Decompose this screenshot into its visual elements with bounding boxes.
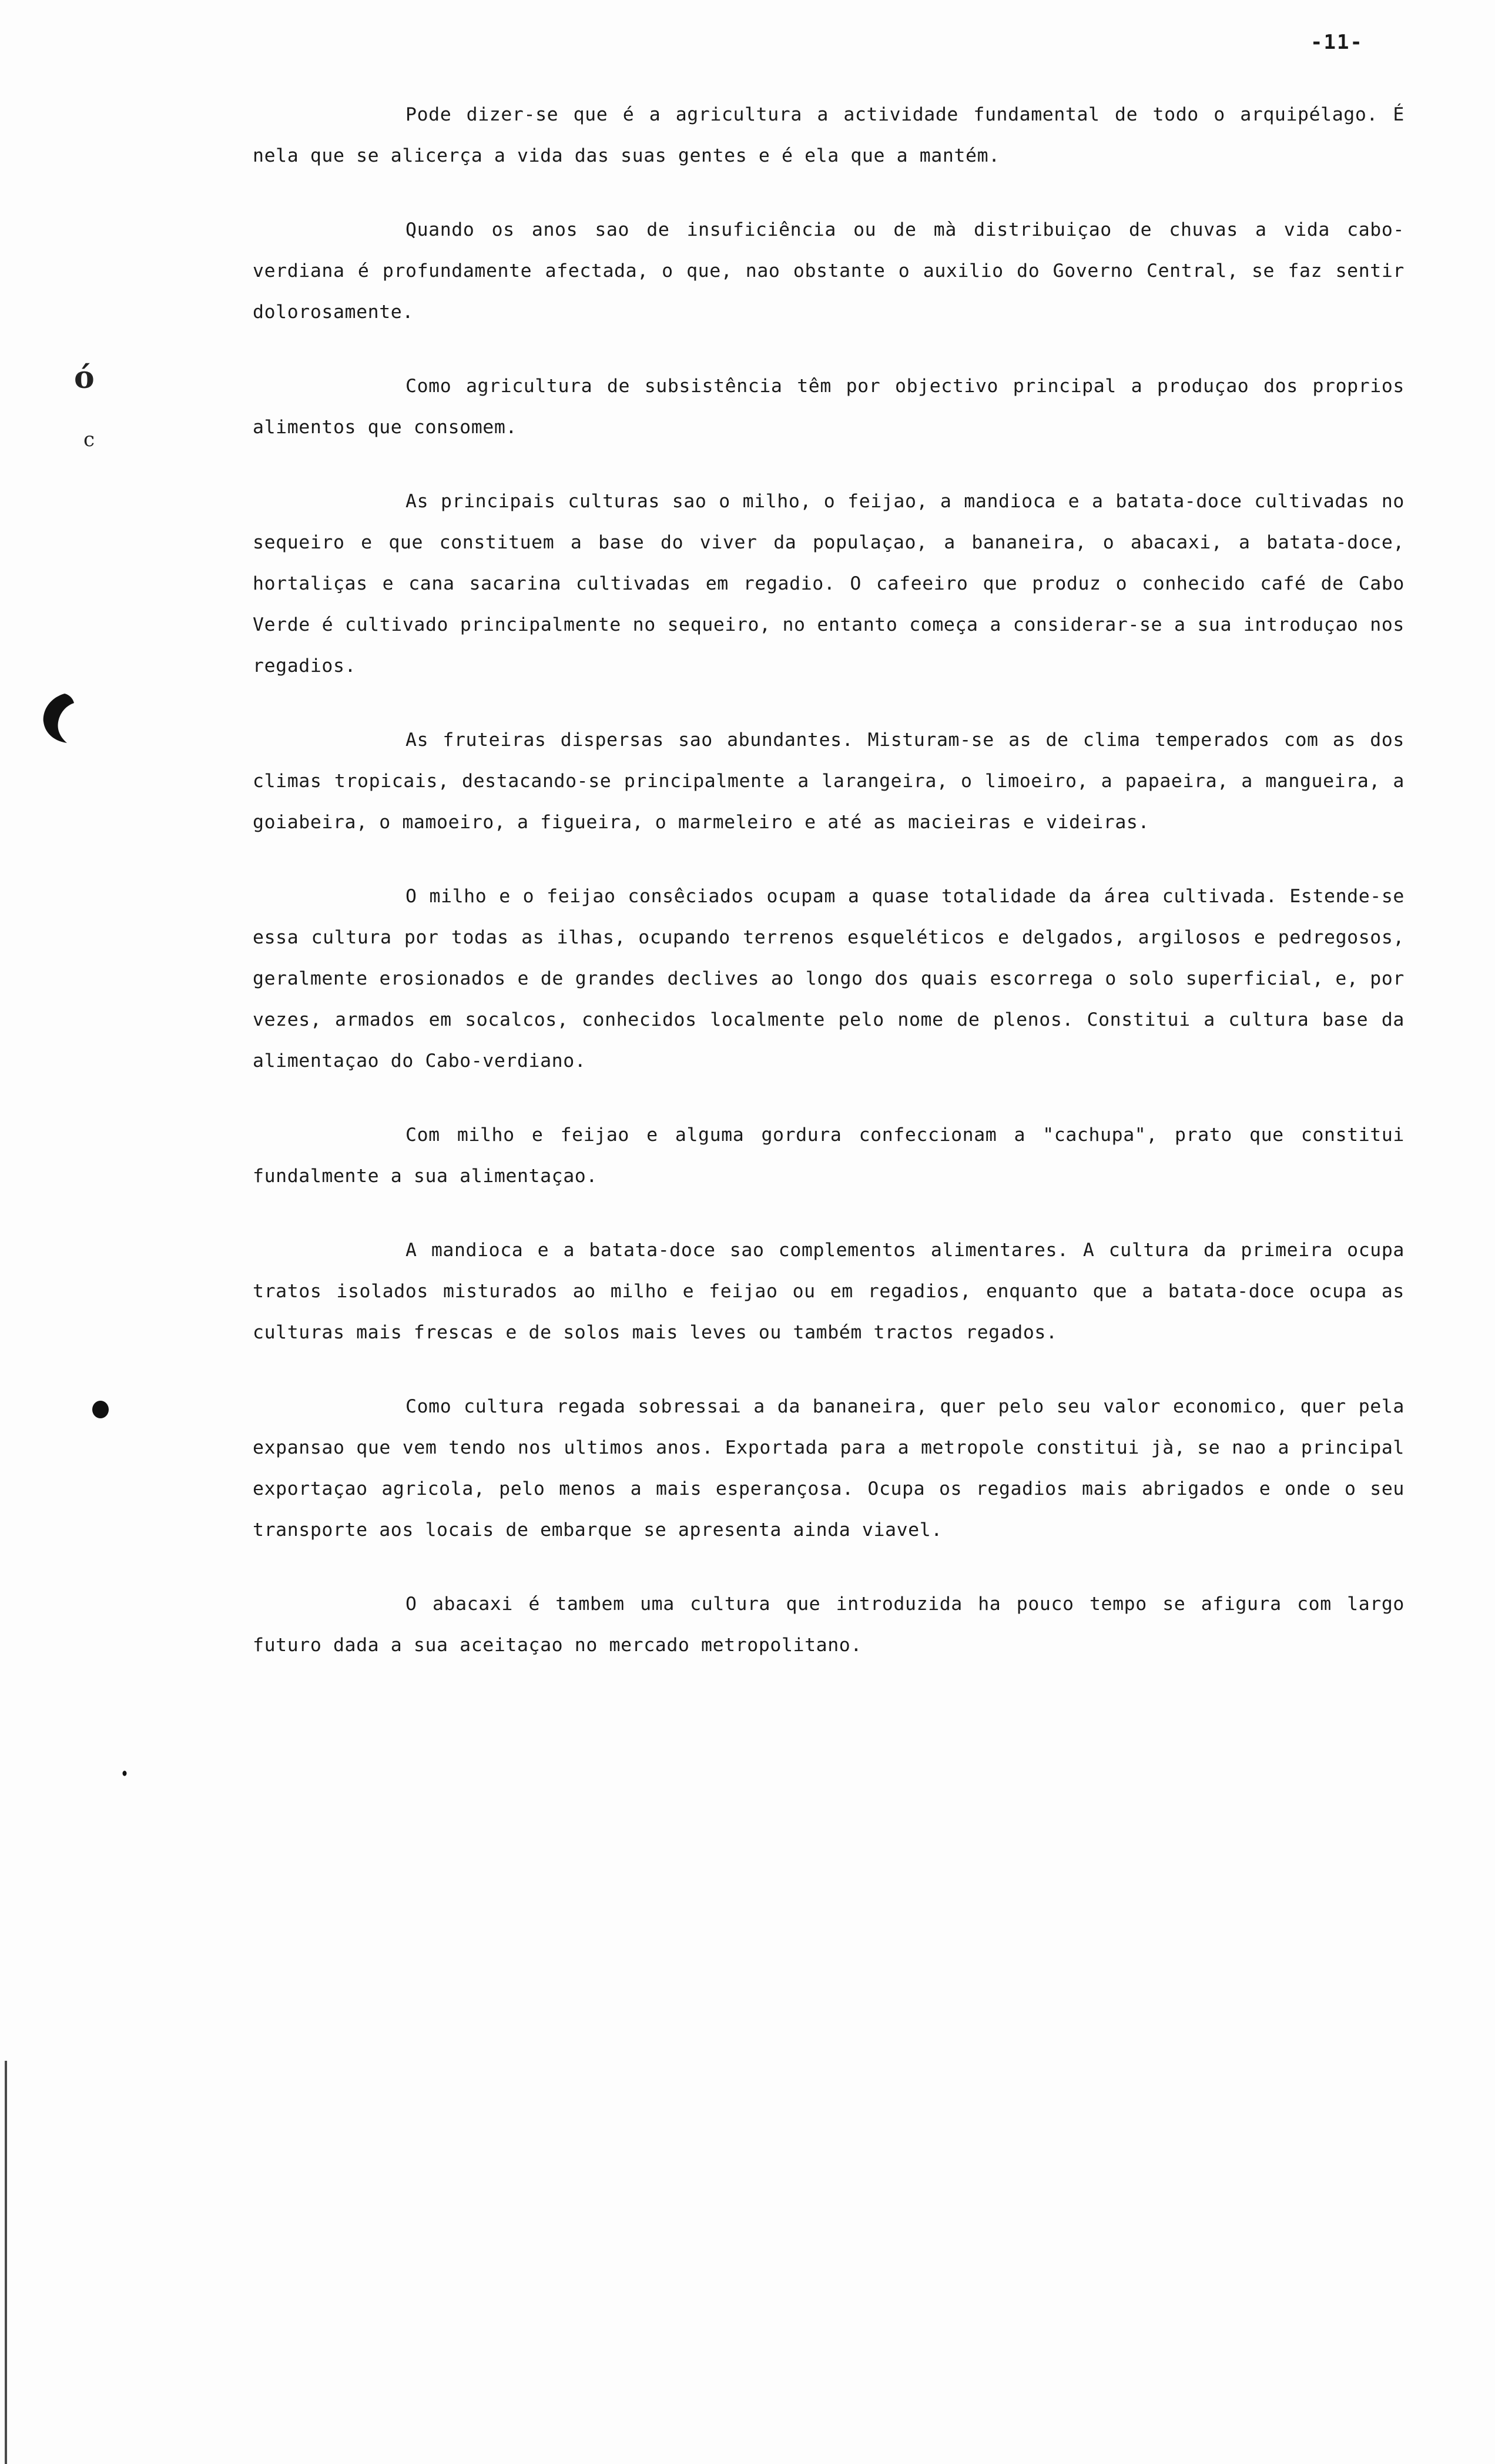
paragraph: Quando os anos sao de insuficiência ou de mà distribuiçao de chuvas a vida cabo-verdiana é profundamente afectada, o que, nao obstante o auxilio do Governo Central, se faz sentir dolorosamente. — [253, 219, 1405, 323]
binding-hole-shadow-icon — [41, 692, 75, 744]
page-number: -11- — [1310, 31, 1363, 54]
margin-handwritten-mark: ó — [74, 360, 95, 396]
paragraph: As fruteiras dispersas sao abundantes. Misturam-se as de clima temperados com as dos climas tropicais, destacando-se principalmente a larangeira, o limoeiro, a papaeira, a mangueira, a goiabeira, o mamoeiro, a figueira, o marmeleiro e até as macieiras e videiras. — [253, 729, 1405, 833]
dot-mark-icon — [122, 1770, 127, 1776]
paragraph: Com milho e feijao e alguma gordura confeccionam a "cachupa", prato que constitui fundalmente a sua alimentaçao. — [253, 1124, 1405, 1187]
punch-hole-mark-icon — [90, 1398, 110, 1420]
margin-handwritten-mark-small: c — [83, 428, 95, 451]
paragraph: Como cultura regada sobressai a da bananeira, quer pelo seu valor economico, quer pela expansao que vem tendo nos ultimos anos. Exportada para a metropole constitui jà, se nao a principal exportaçao agricola, pelo menos a mais esperançosa. Ocupa os regadios mais abrigados e onde o seu transporte aos locais de embarque se apresenta ainda viavel. — [253, 1396, 1405, 1541]
paragraph: Pode dizer-se que é a agricultura a actividade fundamental de todo o arquipélago. É nela que se alicerça a vida das suas gentes e é ela que a mantém. — [253, 104, 1405, 166]
paragraph: As principais culturas sao o milho, o feijao, a mandioca e a batata-doce cultivadas no sequeiro e que constituem a base do viver da populaçao, a bananeira, o abacaxi, a batata-doce, hortaliças e cana sacarina cultivadas em regadio. O cafeeiro que produz o conhecido café de Cabo Verde é cultivado principalmente no sequeiro, no entanto começa a considerar-se a sua introduçao nos regadios. — [253, 491, 1405, 677]
paragraph: A mandioca e a batata-doce sao complementos alimentares. A cultura da primeira ocupa tratos isolados misturados ao milho e feijao ou em regadios, enquanto que a batata-doce ocupa as culturas mais frescas e de solos mais leves ou também tractos regados. — [253, 1240, 1405, 1343]
paragraph: Como agricultura de subsistência têm por objectivo principal a produçao dos proprios alimentos que consomem. — [253, 376, 1405, 438]
paragraph: O milho e o feijao consêciados ocupam a quase totalidade da área cultivada. Estende-se essa cultura por todas as ilhas, ocupando terrenos esqueléticos e delgados, argilosos e pedregosos, geralmente erosionados e de grandes declives ao longo dos quais escorrega o solo superficial, e, por vezes, armados em socalcos, conhecidos localmente pelo nome de plenos. Constitui a cultura base da alimentaçao do Cabo-verdiano. — [253, 886, 1405, 1072]
paragraph: O abacaxi é tambem uma cultura que introduzida ha pouco tempo se afigura com largo futuro dada a sua aceitaçao no mercado metropolitano. — [253, 1593, 1405, 1656]
body-text — [253, 94, 1405, 1699]
scan-edge-line — [5, 2061, 7, 2464]
